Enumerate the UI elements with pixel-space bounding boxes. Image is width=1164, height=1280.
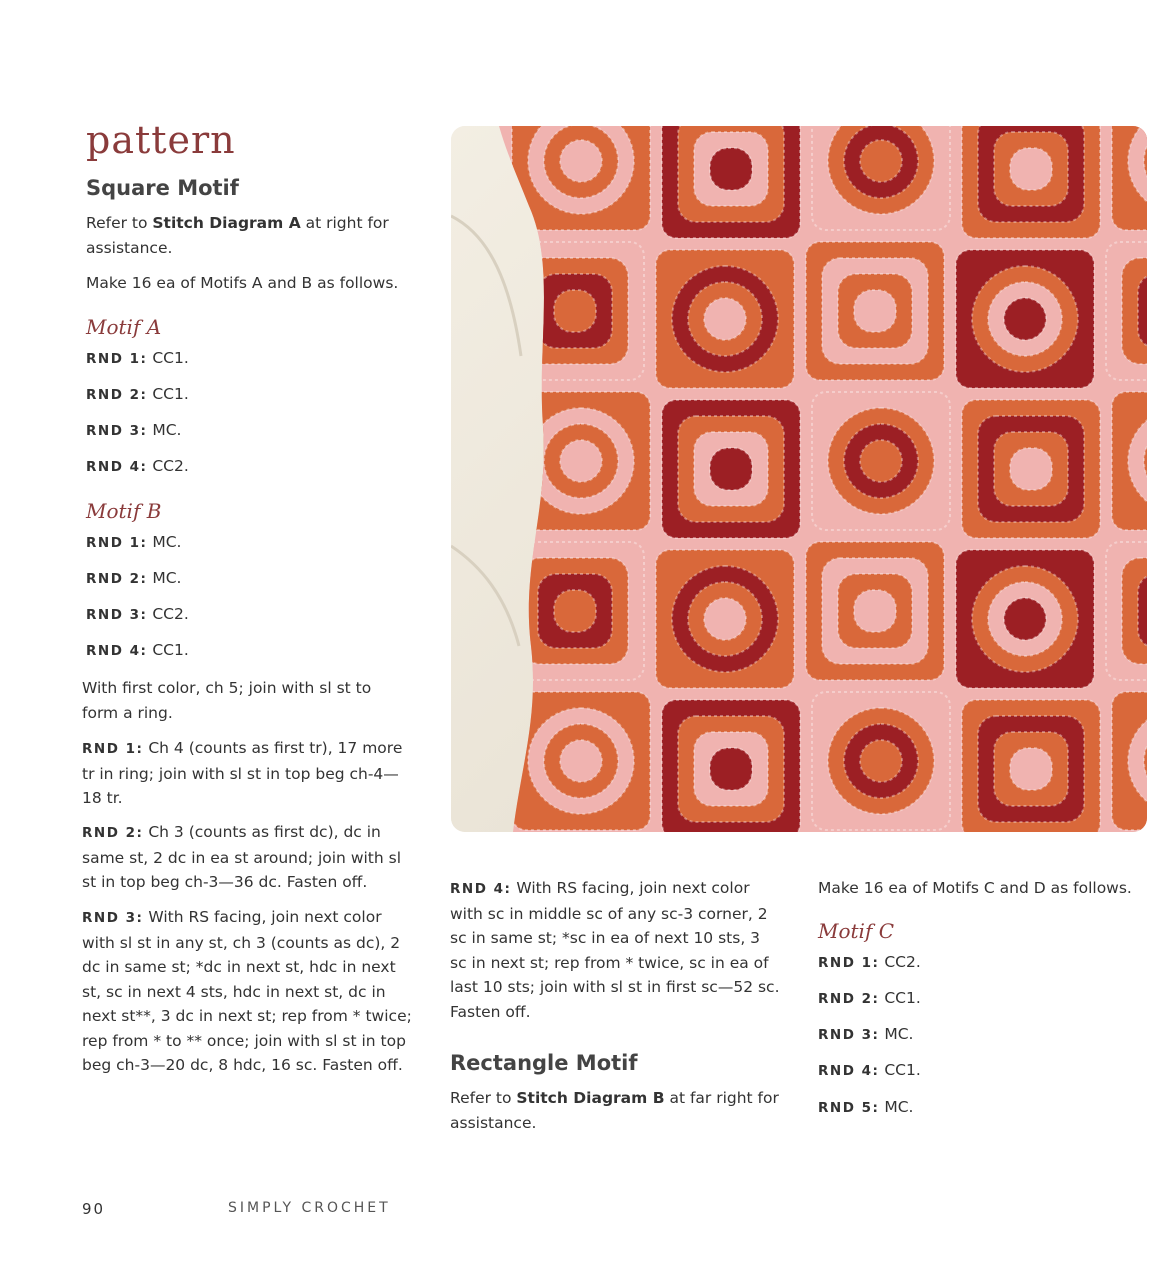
motif-b-rnd-3: RND 3: CC2. bbox=[86, 605, 189, 623]
motif-ring bbox=[1010, 148, 1052, 190]
start-instruction: With first color, ch 5; join with sl st to form a ring. bbox=[82, 679, 372, 722]
motif-ring bbox=[704, 598, 746, 640]
stitch-diagram-a-ref: Stitch Diagram A bbox=[152, 214, 301, 232]
motif-c-rnd-3: RND 3: MC. bbox=[818, 1025, 914, 1043]
motif-ring bbox=[554, 290, 596, 332]
motif-ring bbox=[860, 740, 902, 782]
instruction-rnd-2: RND 2: Ch 3 (counts as first dc), dc in same st, 2 dc in ea st around; join with sl st in top beg ch-3—36 dc. Fasten off. bbox=[82, 823, 402, 891]
motif-c-rnd-4: RND 4: CC1. bbox=[818, 1061, 921, 1079]
square-motif-title: Square Motif bbox=[86, 176, 239, 200]
motif-b-title: Motif B bbox=[86, 499, 162, 523]
running-footer: SIMPLY CROCHET bbox=[228, 1200, 391, 1216]
motif-ring bbox=[710, 148, 752, 190]
motif-ring bbox=[710, 448, 752, 490]
rectangle-motif-make: Make 16 ea of Motifs C and D as follows. bbox=[818, 879, 1132, 897]
rectangle-motif-intro: Refer to Stitch Diagram B at far right for assistance. bbox=[450, 1089, 779, 1132]
motif-b-rnd-1: RND 1: MC. bbox=[86, 533, 182, 551]
motif-ring bbox=[1004, 298, 1046, 340]
motif-a-rnd-3: RND 3: MC. bbox=[86, 421, 182, 439]
motif-ring bbox=[710, 748, 752, 790]
motif-c-rnd-1: RND 1: CC2. bbox=[818, 953, 921, 971]
blanket-photo bbox=[451, 126, 1147, 832]
page-number: 90 bbox=[82, 1200, 106, 1218]
instruction-rnd-4: RND 4: With RS facing, join next color with sc in middle sc of any sc-3 corner, 2 sc in same st; *sc in ea of next 10 sts, 3 sc in next st; rep from * twice, sc in ea of last 10 sts; join with sl st in first sc—52 sc. Fasten off. bbox=[450, 879, 780, 1021]
motif-a-rnd-4: RND 4: CC2. bbox=[86, 457, 189, 475]
instruction-rnd-1: RND 1: Ch 4 (counts as first tr), 17 more tr in ring; join with sl st in top beg ch-4—18 tr. bbox=[82, 739, 403, 807]
motif-c-title: Motif C bbox=[818, 919, 895, 943]
motif-ring bbox=[704, 298, 746, 340]
motif-ring bbox=[560, 140, 602, 182]
motif-c-rnd-5: RND 5: MC. bbox=[818, 1098, 914, 1116]
motif-b-rnd-4: RND 4: CC1. bbox=[86, 641, 189, 659]
page-heading: pattern bbox=[86, 118, 236, 162]
motif-ring bbox=[560, 740, 602, 782]
stitch-diagram-b-ref: Stitch Diagram B bbox=[516, 1089, 665, 1107]
rectangle-motif-title: Rectangle Motif bbox=[450, 1051, 638, 1075]
square-motif-intro: Refer to Stitch Diagram A at right for assistance. bbox=[86, 214, 389, 257]
motif-ring bbox=[1010, 448, 1052, 490]
motif-ring bbox=[554, 590, 596, 632]
motif-ring bbox=[860, 440, 902, 482]
instruction-rnd-3: RND 3: With RS facing, join next color with sl st in any st, ch 3 (counts as dc), 2 dc in same st; *dc in next st, hdc in next st, sc in next 4 sts, hdc in next st, dc in next st**, 3 dc in next st; rep from * twice; rep from * to ** once; join with sl st in top beg ch-3—20 dc, 8 hdc, 16 sc. Fasten off. bbox=[82, 908, 412, 1074]
motif-ring bbox=[1010, 748, 1052, 790]
motif-a-rnd-2: RND 2: CC1. bbox=[86, 385, 189, 403]
motif-ring bbox=[860, 140, 902, 182]
motif-a-title: Motif A bbox=[86, 315, 162, 339]
motif-ring bbox=[1004, 598, 1046, 640]
motif-a-rnd-1: RND 1: CC1. bbox=[86, 349, 189, 367]
crochet-blanket-illustration bbox=[451, 126, 1147, 832]
motif-ring bbox=[854, 290, 896, 332]
motif-b-rnd-2: RND 2: MC. bbox=[86, 569, 182, 587]
square-motif-make: Make 16 ea of Motifs A and B as follows. bbox=[86, 274, 399, 292]
motif-c-rnd-2: RND 2: CC1. bbox=[818, 989, 921, 1007]
motif-ring bbox=[854, 590, 896, 632]
motif-ring bbox=[560, 440, 602, 482]
